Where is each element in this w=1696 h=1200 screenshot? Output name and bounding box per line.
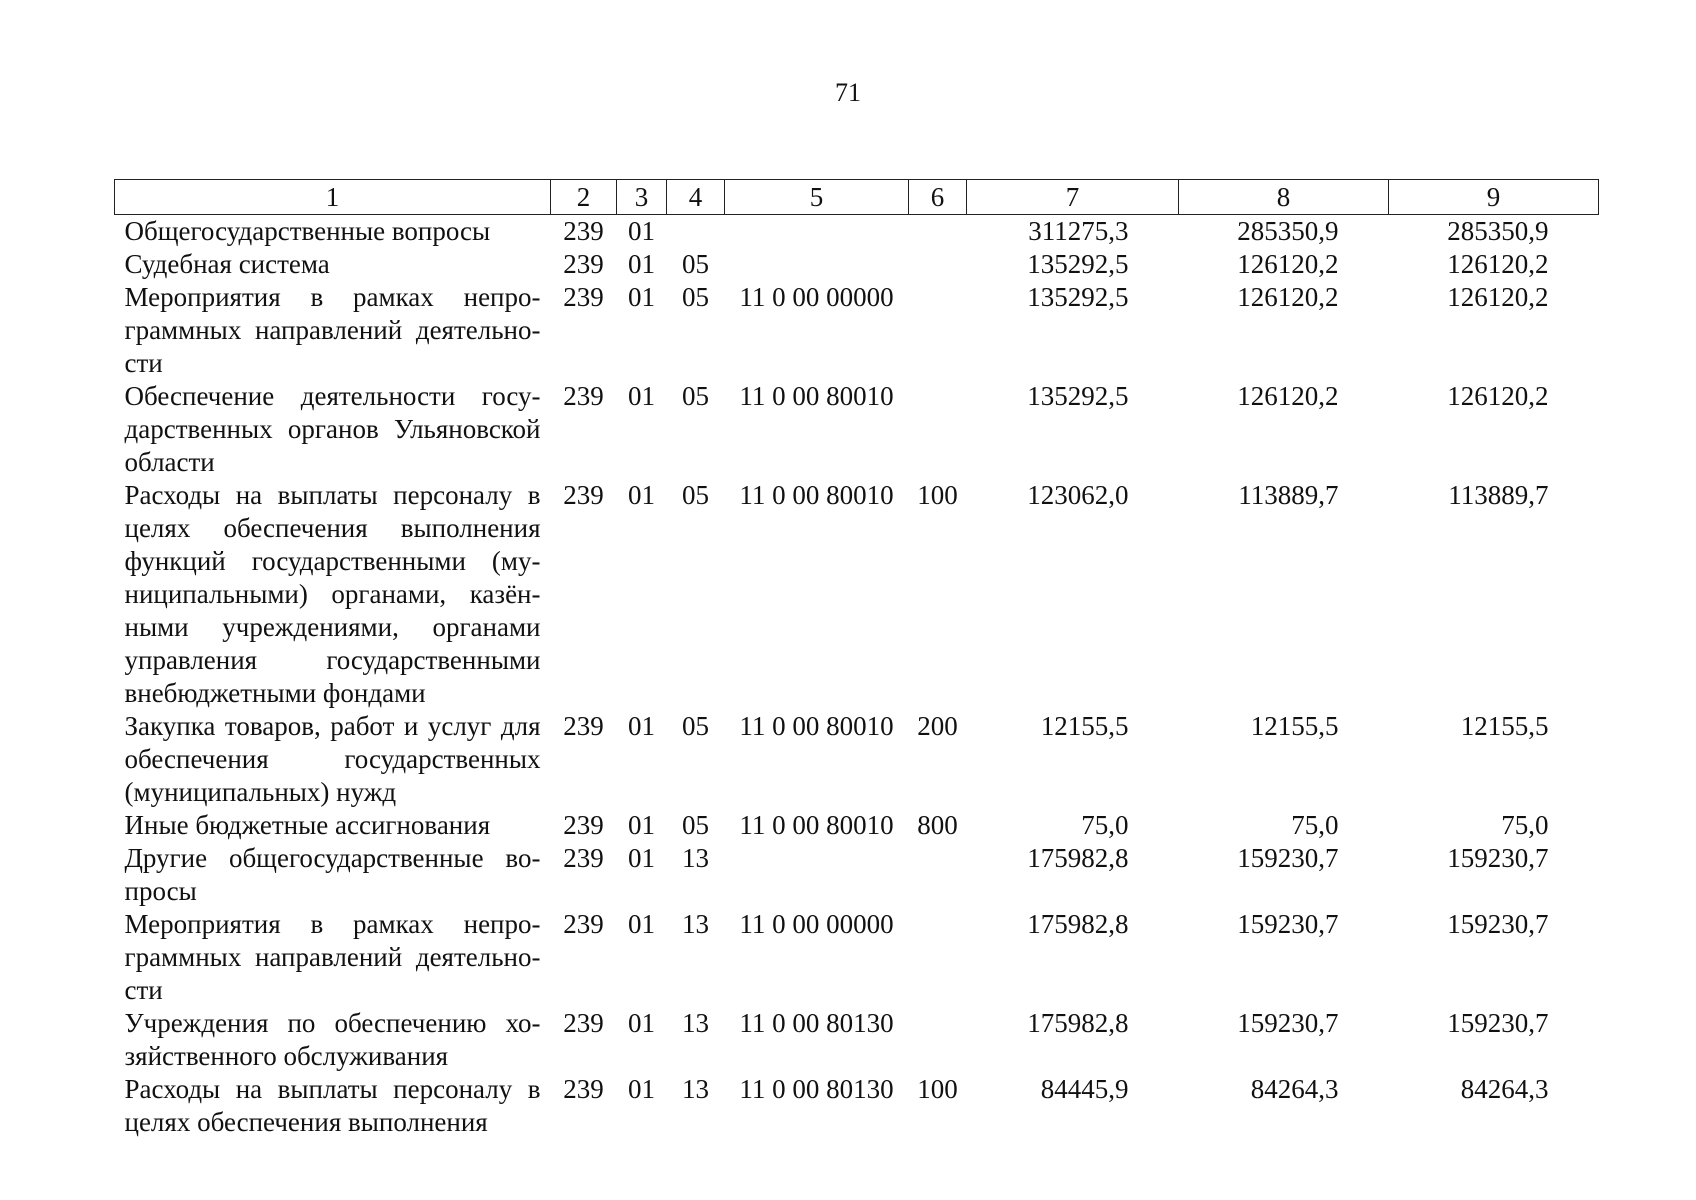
column-header-8: 8 — [1179, 180, 1389, 215]
code-col-6: 200 — [917, 711, 958, 741]
table-row — [115, 842, 1599, 908]
code-col-6: 800 — [917, 810, 958, 840]
table-row — [115, 710, 1599, 809]
code-col-2: 239 — [563, 810, 604, 840]
code-col-3: 01 — [628, 216, 655, 246]
table-row — [115, 1007, 1599, 1073]
code-col-6 — [909, 1007, 967, 1073]
item-name: Иные бюджетные ассигнования — [124, 810, 491, 840]
code-col-5: 11 0 00 00000 — [739, 282, 894, 312]
amount-col-7: 175982,8 — [1027, 1008, 1129, 1038]
table-row — [115, 908, 1599, 1007]
amount-col-7: 175982,8 — [1027, 909, 1129, 939]
code-col-6 — [909, 281, 967, 380]
code-col-6: 100 — [917, 1074, 958, 1104]
header-row — [115, 180, 1599, 215]
page-number: 71 — [835, 78, 861, 107]
column-header-6: 6 — [909, 180, 967, 215]
amount-col-8: 126120,2 — [1237, 381, 1339, 411]
amount-col-8: 126120,2 — [1237, 282, 1339, 312]
amount-col-9: 159230,7 — [1447, 843, 1549, 873]
code-col-4: 13 — [682, 1074, 709, 1104]
code-col-5: 11 0 00 80130 — [739, 1074, 894, 1104]
item-name: Мероприятия в рамках непро-граммных направлений деятельно-сти — [124, 282, 541, 378]
code-col-4: 13 — [682, 843, 709, 873]
table-body — [115, 215, 1599, 1140]
amount-col-7: 311275,3 — [1028, 216, 1129, 246]
code-col-3: 01 — [628, 909, 655, 939]
code-col-4: 05 — [682, 711, 709, 741]
amount-col-8: 113889,7 — [1238, 480, 1339, 510]
code-col-3: 01 — [628, 1008, 655, 1038]
table-row — [115, 215, 1599, 249]
amount-col-7: 84445,9 — [1040, 1074, 1129, 1104]
code-col-5: 11 0 00 80010 — [739, 810, 894, 840]
item-name: Расходы на выплаты персоналу в целях обеспечения выполнения функций государственными (му-ниципальными) органами, казён-ными учреждениями, органами управления государственными внебюджетными фондами — [124, 480, 541, 708]
amount-col-9: 126120,2 — [1447, 381, 1549, 411]
item-name: Судебная система — [124, 249, 330, 279]
code-col-5: 11 0 00 80130 — [739, 1008, 894, 1038]
code-col-6 — [909, 908, 967, 1007]
item-name: Расходы на выплаты персоналу в целях обеспечения выполнения — [124, 1074, 541, 1137]
amount-col-9: 126120,2 — [1447, 249, 1549, 279]
column-header-3: 3 — [617, 180, 667, 215]
amount-col-9: 126120,2 — [1447, 282, 1549, 312]
item-name: Обеспечение деятельности госу-дарственных органов Ульяновской области — [124, 381, 541, 477]
code-col-5: 11 0 00 80010 — [739, 381, 894, 411]
code-col-2: 239 — [563, 711, 604, 741]
code-col-5 — [725, 215, 909, 249]
code-col-6 — [909, 380, 967, 479]
amount-col-9: 75,0 — [1501, 810, 1549, 840]
code-col-2: 239 — [563, 249, 604, 279]
code-col-3: 01 — [628, 1074, 655, 1104]
code-col-4 — [667, 215, 725, 249]
code-col-3: 01 — [628, 480, 655, 510]
amount-col-7: 135292,5 — [1027, 381, 1129, 411]
column-header-7: 7 — [967, 180, 1179, 215]
code-col-5 — [725, 842, 909, 908]
amount-col-8: 12155,5 — [1250, 711, 1339, 741]
code-col-5: 11 0 00 80010 — [739, 480, 894, 510]
table-row — [115, 248, 1599, 281]
code-col-4: 05 — [682, 381, 709, 411]
code-col-2: 239 — [563, 909, 604, 939]
amount-col-7: 75,0 — [1081, 810, 1129, 840]
code-col-4: 05 — [682, 249, 709, 279]
code-col-3: 01 — [628, 711, 655, 741]
table-row — [115, 281, 1599, 380]
amount-col-7: 175982,8 — [1027, 843, 1129, 873]
code-col-4: 05 — [682, 480, 709, 510]
code-col-6 — [909, 215, 967, 249]
column-header-9: 9 — [1389, 180, 1599, 215]
code-col-4: 05 — [682, 810, 709, 840]
amount-col-8: 75,0 — [1291, 810, 1339, 840]
code-col-4: 05 — [682, 282, 709, 312]
code-col-3: 01 — [628, 249, 655, 279]
code-col-6: 100 — [917, 480, 958, 510]
code-col-4: 13 — [682, 1008, 709, 1038]
amount-col-8: 159230,7 — [1237, 1008, 1339, 1038]
column-header-2: 2 — [551, 180, 617, 215]
column-header-1: 1 — [115, 180, 551, 215]
code-col-3: 01 — [628, 810, 655, 840]
item-name: Другие общегосударственные во-просы — [124, 843, 541, 906]
code-col-4: 13 — [682, 909, 709, 939]
code-col-2: 239 — [563, 843, 604, 873]
amount-col-7: 135292,5 — [1027, 282, 1129, 312]
table-header — [115, 180, 1599, 215]
amount-col-9: 285350,9 — [1447, 216, 1549, 246]
code-col-3: 01 — [628, 282, 655, 312]
amount-col-8: 159230,7 — [1237, 843, 1339, 873]
amount-col-7: 123062,0 — [1027, 480, 1129, 510]
code-col-2: 239 — [563, 480, 604, 510]
item-name: Общегосударственные вопросы — [124, 216, 491, 246]
amount-col-9: 113889,7 — [1448, 480, 1549, 510]
amount-col-8: 285350,9 — [1237, 216, 1339, 246]
table-row — [115, 809, 1599, 842]
amount-col-9: 159230,7 — [1447, 1008, 1549, 1038]
code-col-2: 239 — [563, 1008, 604, 1038]
code-col-3: 01 — [628, 843, 655, 873]
amount-col-9: 84264,3 — [1460, 1074, 1549, 1104]
code-col-2: 239 — [563, 1074, 604, 1104]
item-name: Мероприятия в рамках непро-граммных направлений деятельно-сти — [124, 909, 541, 1005]
code-col-2: 239 — [563, 282, 604, 312]
code-col-6 — [909, 248, 967, 281]
table-row — [115, 479, 1599, 710]
code-col-6 — [909, 842, 967, 908]
code-col-3: 01 — [628, 381, 655, 411]
code-col-5 — [725, 248, 909, 281]
budget-table — [114, 179, 1599, 1139]
amount-col-7: 12155,5 — [1040, 711, 1129, 741]
code-col-5: 11 0 00 80010 — [739, 711, 894, 741]
amount-col-8: 84264,3 — [1250, 1074, 1339, 1104]
code-col-5: 11 0 00 00000 — [739, 909, 894, 939]
code-col-2: 239 — [563, 216, 604, 246]
amount-col-7: 135292,5 — [1027, 249, 1129, 279]
table-row — [115, 1073, 1599, 1139]
column-header-4: 4 — [667, 180, 725, 215]
amount-col-8: 126120,2 — [1237, 249, 1339, 279]
item-name: Учреждения по обеспечению хо-зяйственного обслуживания — [124, 1008, 541, 1071]
amount-col-9: 12155,5 — [1460, 711, 1549, 741]
table-row — [115, 380, 1599, 479]
column-header-5: 5 — [725, 180, 909, 215]
amount-col-8: 159230,7 — [1237, 909, 1339, 939]
item-name: Закупка товаров, работ и услуг для обеспечения государственных (муниципальных) нужд — [124, 711, 541, 807]
code-col-2: 239 — [563, 381, 604, 411]
amount-col-9: 159230,7 — [1447, 909, 1549, 939]
